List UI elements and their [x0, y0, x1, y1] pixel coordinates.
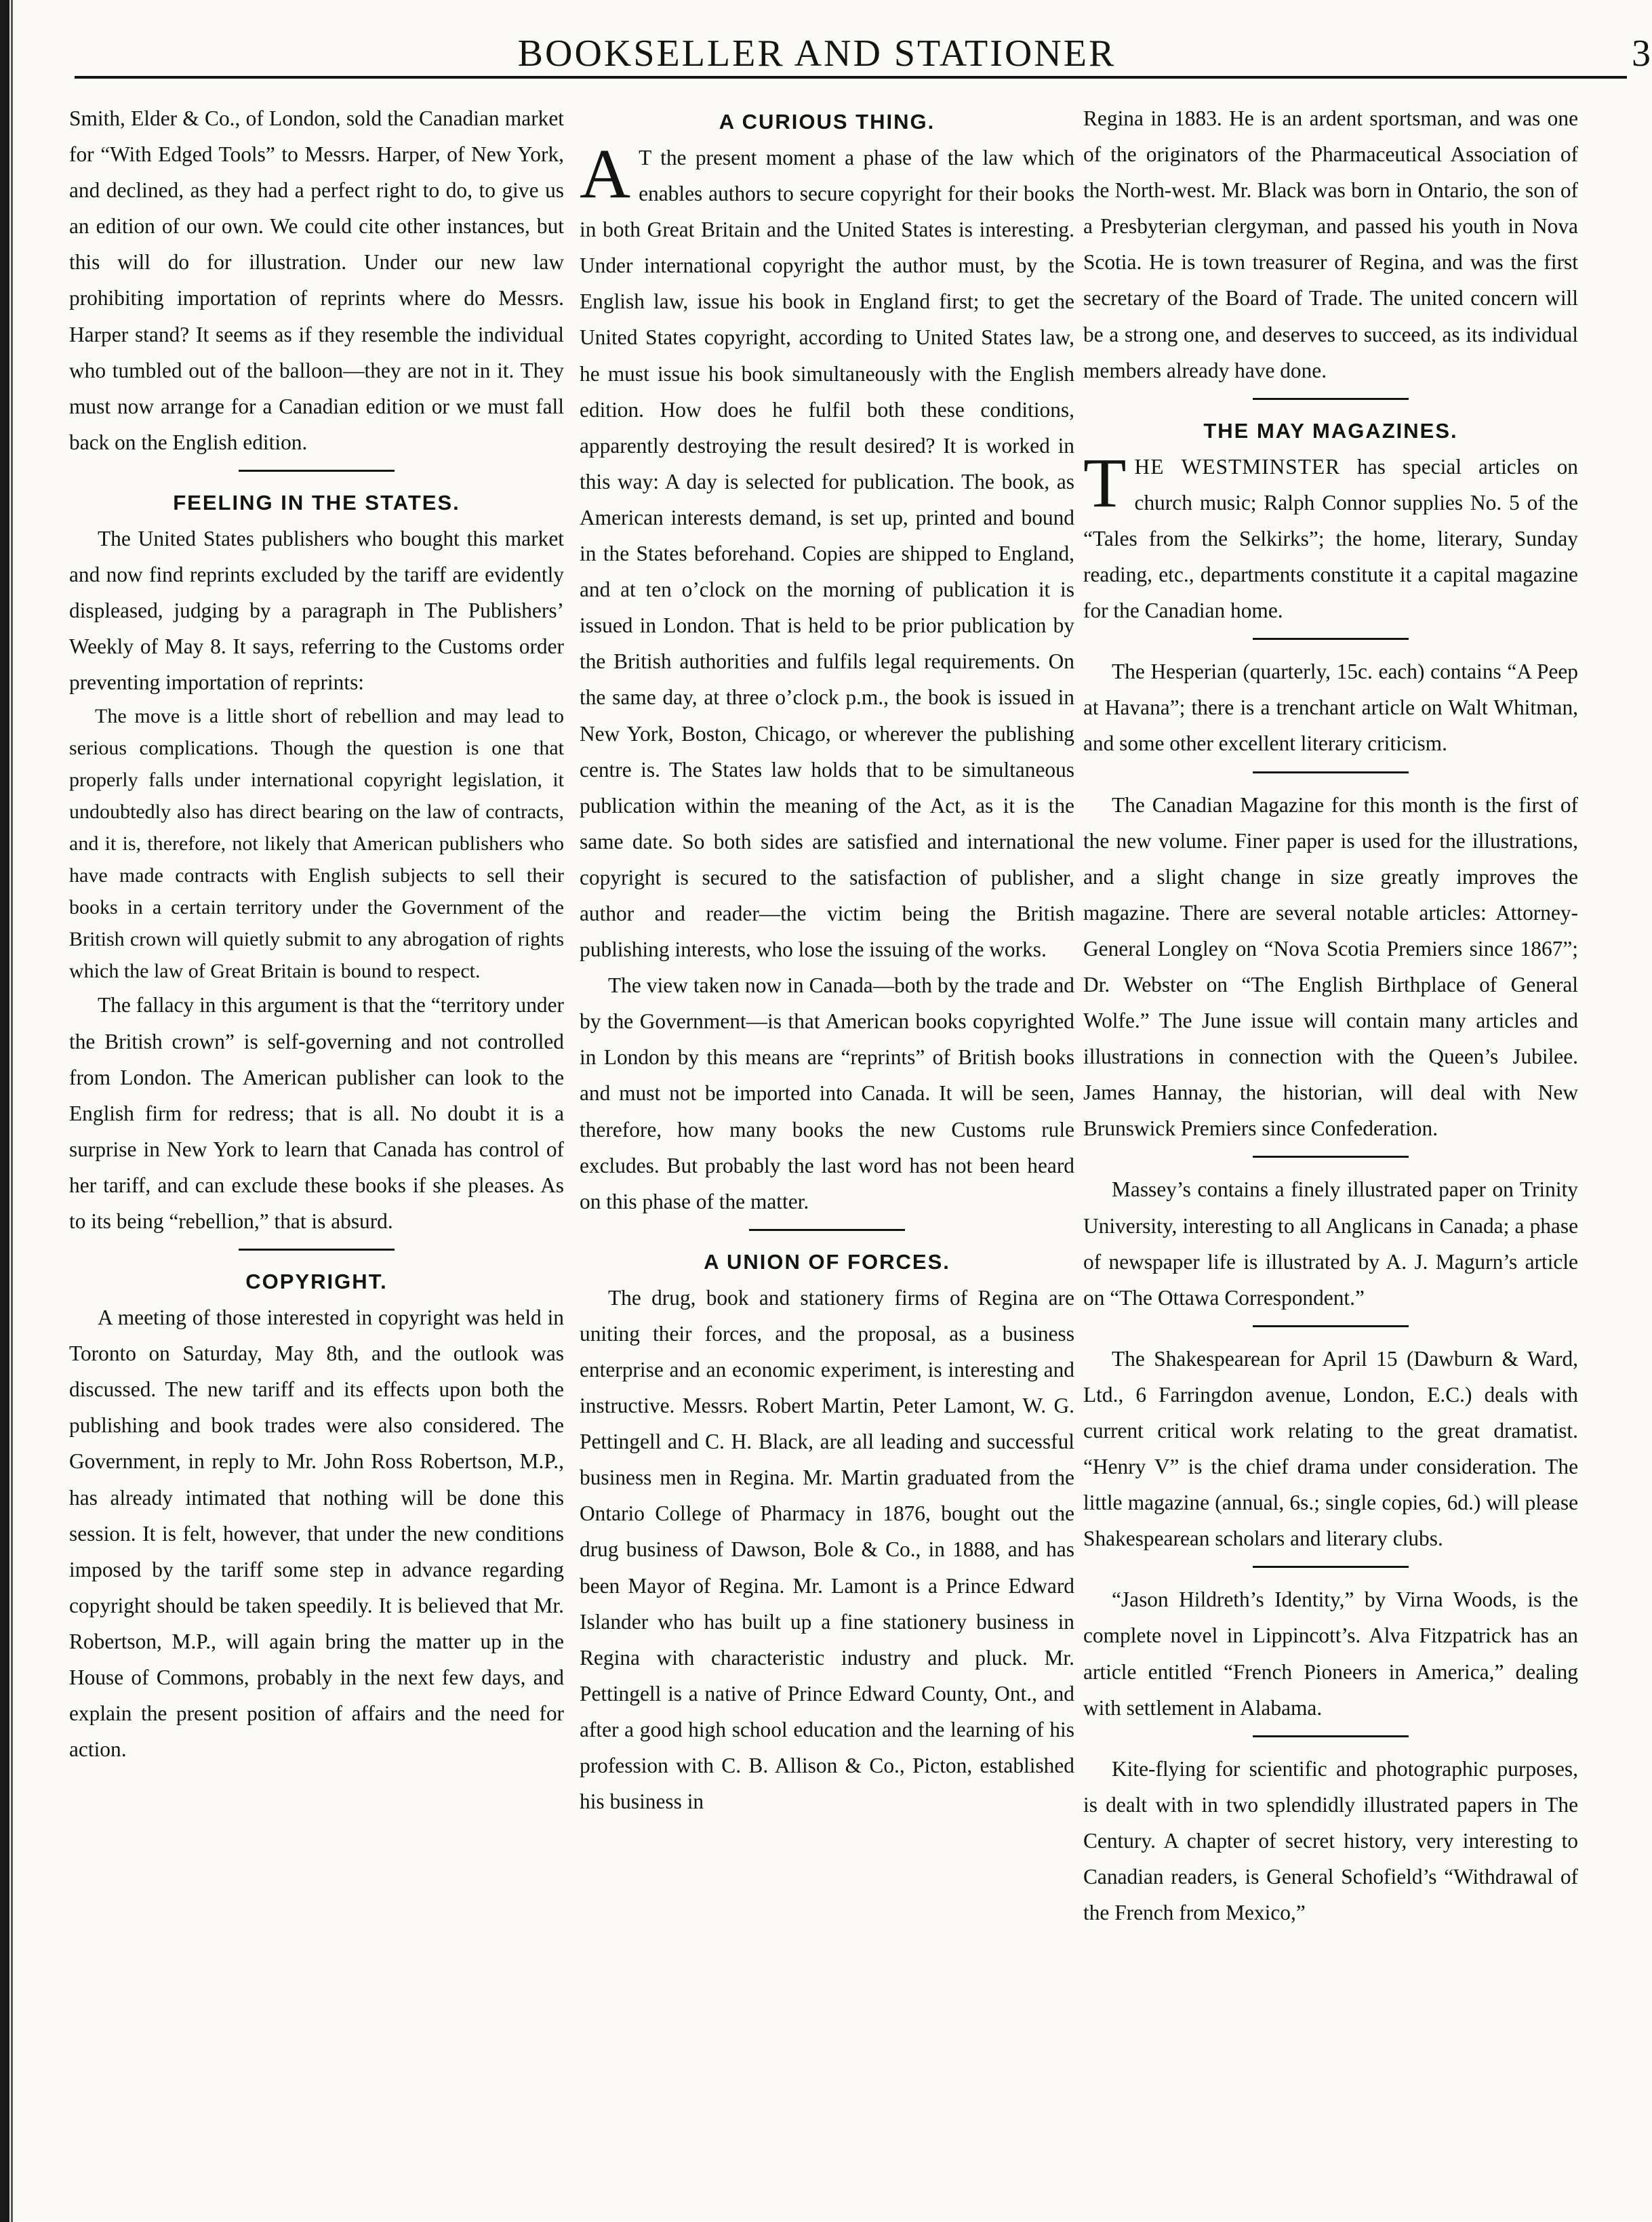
- feeling-paragraph-2: The fallacy in this argument is that the “territory under the British crown” is self-governing and not controlled from London. The American publisher can look to the English firm for redress; that is all. No doubt it is a surprise in New York to learn that Canada has control of her tariff, and can exclude these books if she pleases. As to its being “rebellion,” that is absurd.: [69, 993, 564, 1233]
- feeling-paragraph-1: The United States publishers who bought this market and now find reprints excluded by the tariff are evidently displeased, judging by a paragraph in The Publishers’ Weekly of May 8. It says, referring to the Customs order preventing importation of reprints:: [69, 526, 564, 695]
- article-continuation-paragraph: Smith, Elder & Co., of London, sold the Canadian market for “With Edged Tools” to Messrs. Harper, of New York, and declined, as they had a perfect right to do, to give us an edition of our own. We could cite other instances, but this will do for illustration. Under our new law prohibiting importation of reprints where do Messrs. Harper stand? It seems as if they resemble the individual who tumbled out of the balloon—they are not in it. They must now arrange for a Canadian edition or we must fall back on the English edition.: [69, 106, 564, 454]
- section-divider: [1253, 1735, 1409, 1737]
- union-paragraph-1: The drug, book and stationery firms of Regina are uniting their forces, and the proposal, as a business enterprise and an economic experiment, is interesting and instructive. Messrs. Robert Martin, Peter Lamont, W. G. Pettingell and C. H. Black, are all leading and successful business men in Regina. Mr. Martin graduated from the Ontario College of Pharmacy in 1876, bought out the drug business of Dawson, Bole & Co., in 1888, and has been Mayor of Regina. Mr. Lamont is a Prince Edward Islander who has built up a fine stationery business in Regina with characteristic industry and pluck. Mr. Pettingell is a native of Prince Edward County, Ont., and after a good high school education and the learning of his profession with C. B. Allison & Co., Picton, established his business in: [580, 1285, 1074, 1814]
- may-paragraph-lippincotts: “Jason Hildreth’s Identity,” by Virna Woods, is the complete novel in Lippincott’s. Alva Fitzpatrick has an article entitled “French Pioneers in America,” dealing with settlement in Alabama.: [1083, 1588, 1578, 1720]
- section-divider: [1253, 1566, 1409, 1568]
- may-paragraph-westminster: [1083, 443, 1578, 628]
- may-paragraph-hesperian: The Hesperian (quarterly, 15c. each) contains “A Peep at Havana”; there is a trenchant article on Walt Whitman, and some other excellent literary criticism.: [1083, 660, 1578, 756]
- column-middle: [580, 100, 1074, 2161]
- heading-a-union-of-forces: A UNION OF FORCES.: [704, 1249, 950, 1274]
- page-binding-edge: [0, 0, 9, 2222]
- page-number: 3: [1632, 33, 1651, 75]
- may-paragraph-westminster-text: has special articles on church music; Ralph Connor supplies No. 5 of the “Tales from the Selkirks”; the home, literary, Sunday reading, etc., departments constitute it a capital magazine for the Canadian home.: [1083, 454, 1578, 623]
- running-head-title: BOOKSELLER AND STATIONER: [517, 33, 1116, 75]
- section-divider: [1253, 1156, 1409, 1158]
- section-divider: [749, 1229, 905, 1231]
- may-paragraph-canadian-magazine: The Canadian Magazine for this month is the first of the new volume. Finer paper is used for the illustrations, and a slight change in size greatly improves the magazine. There are several notable articles: Attorney-General Longley on “Nova Scotia Premiers since 1867”; Dr. Webster on “The English Birthplace of General Wolfe.” The June issue will contain many articles and illustrations in connection with the Queen’s Jubilee. James Hannay, the historian, will deal with New Brunswick Premiers since Confederation.: [1083, 792, 1578, 1141]
- section-divider: [1253, 1325, 1409, 1327]
- may-paragraph-century: Kite-flying for scientific and photographic purposes, is dealt with in two splendidly illustrated papers in The Century. A chapter of secret history, very interesting to Canadian readers, is General Schofield’s “Withdrawal of the French from Mexico,”: [1083, 1756, 1578, 1925]
- section-divider: [239, 1249, 395, 1251]
- westminster-smallcaps: HE WESTMINSTER: [1134, 454, 1341, 479]
- section-divider: [1253, 398, 1409, 400]
- may-paragraph-masseys: Massey’s contains a finely illustrated paper on Trinity University, interesting to all Anglicans in Canada; a phase of newspaper life is illustrated by A. J. Magurn’s article on “The Ottawa Correspondent.”: [1083, 1177, 1578, 1310]
- curious-paragraph-1-text: T the present moment a phase of the law which enables authors to secure copyright for their books in both Great Britain and the United States is interesting. Under international copyright the author must, by the English law, issue his book in England first; to get the United States copyright, according to United States law, he must issue his book simultaneously with the English edition. How does he fulfil both these conditions, apparently destroying the result desired? It is worked in this way: A day is selected for publication. The book, as American interests demand, is set up, printed and bound in the States beforehand. Copies are shipped to England, and at ten o’clock on the morning of publication it is issued in London. That is held to be prior publication by the British authorities and fulfils legal requirements. On the same day, at three o’clock p.m., the book is issued in New York, Boston, Chicago, or wherever the publishing centre is. The States law holds that to be simultaneous publication within the meaning of the Act, as it is the same date. So both sides are satisfied and international copyright is secured to the satisfaction of publisher, author and reader—the victim being the British publishing interests, who lose the issuing of the works.: [580, 146, 1074, 962]
- drop-cap-a: A: [580, 135, 631, 213]
- union-paragraph-continuation: Regina in 1883. He is an ardent sportsman, and was one of the originators of the Pharmaceutical Association of the North-west. Mr. Black was born in Ontario, the son of a Presbyterian clergyman, and passed his youth in Nova Scotia. He is town treasurer of Regina, and was the first secretary of the Board of Trade. The united concern will be a strong one, and deserves to succeed, as its individual members already have done.: [1083, 106, 1578, 382]
- section-divider: [1253, 771, 1409, 773]
- may-paragraph-shakespearean: The Shakespearean for April 15 (Dawburn & Ward, Ltd., 6 Farringdon avenue, London, E.C.) deals with current critical work relating to the great dramatist. “Henry V” is the chief drama under consideration. The little magazine (annual, 6s.; single copies, 6d.) will please Shakespearean scholars and literary clubs.: [1083, 1346, 1578, 1551]
- heading-copyright: COPYRIGHT.: [245, 1270, 388, 1294]
- heading-a-curious-thing: A CURIOUS THING.: [719, 110, 935, 134]
- header-rule: [75, 76, 1627, 79]
- column-left: [69, 100, 564, 2161]
- curious-paragraph-2: The view taken now in Canada—both by the trade and by the Government—is that American books copyrighted in London by this means are “reprints” of British books and must not be imported into Canada. It will be seen, therefore, how many books the new Customs rule excludes. But probably the last word has not been heard on this phase of the matter.: [580, 973, 1074, 1213]
- heading-feeling-in-the-states: FEELING IN THE STATES.: [173, 490, 460, 514]
- section-divider: [1253, 638, 1409, 640]
- column-right: [1083, 100, 1578, 2161]
- heading-the-may-magazines: THE MAY MAGAZINES.: [1203, 418, 1458, 443]
- copyright-paragraph: A meeting of those interested in copyright was held in Toronto on Saturday, May 8th, and the outlook was discussed. The new tariff and its effects upon both the publishing and book trades were also considered. The Government, in reply to Mr. John Ross Robertson, M.P., has already intimated that nothing will be done this session. It is felt, however, that under the new conditions imposed by the tariff some step in advance regarding copyright should be taken speedily. It is believed that Mr. Robertson, M.P., will again bring the matter up in the House of Commons, probably in the next few days, and explain the present position of affairs and the need for action.: [69, 1306, 564, 1762]
- page-binding-shadow: [11, 0, 13, 2222]
- section-divider: [239, 470, 395, 472]
- curious-paragraph-1: [580, 135, 1074, 967]
- feeling-quotation: The move is a little short of rebellion and may lead to serious complications. Though the question is one that properly falls under international copyright legislation, it undoubtedly also has direct bearing on the law of contracts, and it is, therefore, not likely that American publishers who have made contracts with English subjects to sell their books in a certain territory under the Government of the British crown will quietly submit to any abrogation of rights which the law of Great Britain is bound to respect.: [69, 705, 564, 983]
- drop-cap-t: T: [1083, 443, 1127, 522]
